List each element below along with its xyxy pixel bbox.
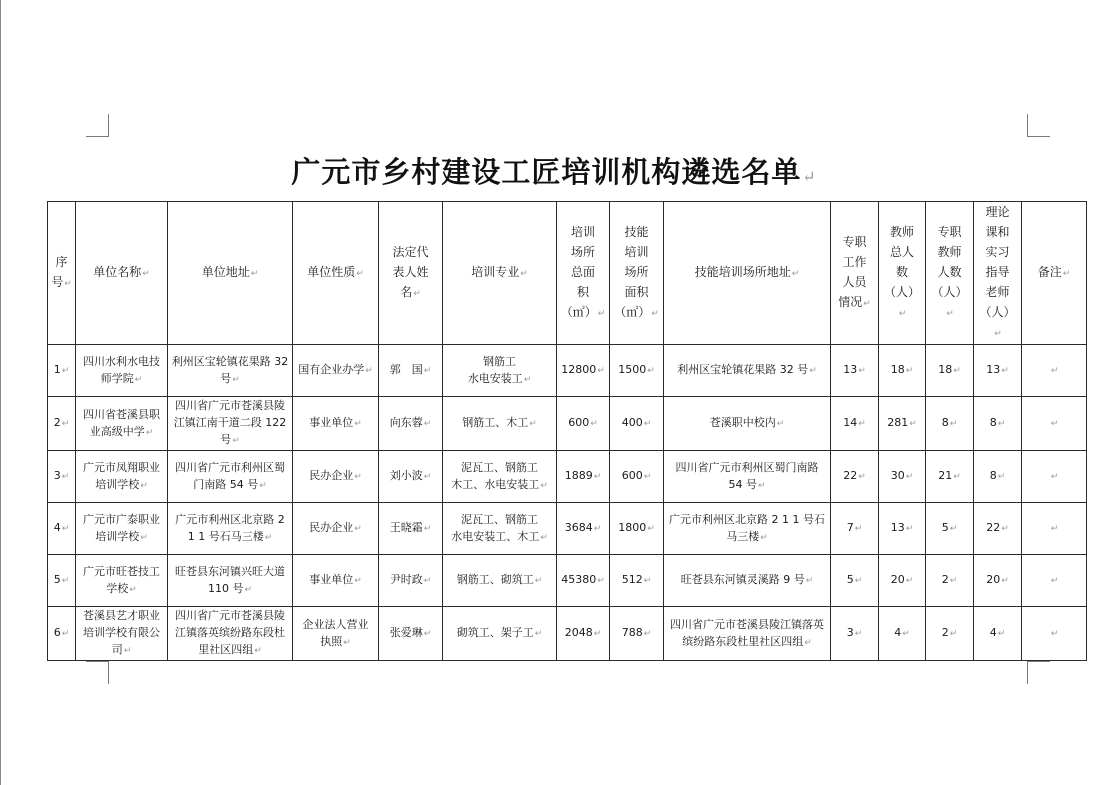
paragraph-mark-icon: ↵	[1050, 472, 1059, 482]
paragraph-mark-icon: ↵	[905, 472, 914, 482]
paragraph-mark-icon: ↵	[994, 329, 1002, 339]
header-skill-site-address[interactable]: 技能培训场所地址↵	[664, 202, 831, 345]
cell-theory-practice-teachers[interactable]: 22↵	[974, 503, 1022, 555]
cell-fulltime-teachers[interactable]: 18↵	[926, 345, 974, 397]
paragraph-mark-icon: ↵	[354, 576, 362, 586]
cell-unit-type[interactable]: 事业单位↵	[293, 555, 379, 607]
cell-fulltime-teachers[interactable]: 8↵	[926, 397, 974, 451]
cell-unit-address[interactable]: 旺苍县东河镇兴旺大道 110 号↵	[168, 555, 293, 607]
cell-total-area[interactable]: 1889↵	[557, 451, 610, 503]
paragraph-mark-icon: ↵	[757, 480, 766, 491]
paragraph-mark-icon: ↵	[946, 309, 954, 319]
cell-skill-area[interactable]: 1500↵	[610, 345, 664, 397]
title-text[interactable]: 广元市乡村建设工匠培训机构遴选名单	[291, 155, 802, 189]
paragraph-mark-icon: ↵	[145, 427, 154, 438]
cell-seq[interactable]: 5↵	[48, 555, 76, 607]
paragraph-mark-icon: ↵	[134, 374, 143, 385]
paragraph-mark-icon: ↵	[949, 629, 958, 639]
cell-training-major[interactable]: 钢筋工、砌筑工↵	[443, 555, 557, 607]
cell-unit-name[interactable]: 四川水利水电技 师学院↵	[76, 345, 168, 397]
crop-mark-top-left	[86, 114, 109, 137]
paragraph-mark-icon: ↵	[593, 472, 602, 482]
cell-theory-practice-teachers[interactable]: 13↵	[974, 345, 1022, 397]
header-unit-address[interactable]: 单位地址↵	[168, 202, 293, 345]
cell-remarks[interactable]	[1022, 345, 1087, 397]
paragraph-mark-icon: ↵	[140, 480, 148, 491]
paragraph-mark-icon: ↵	[791, 269, 800, 279]
cell-unit-name[interactable]: 四川省苍溪县职 业高级中学↵	[76, 397, 168, 451]
paragraph-mark-icon: ↵	[365, 366, 373, 376]
cell-skill-site-address[interactable]: 广元市利州区北京路 2 1 1 号石 马三楼↵	[664, 503, 831, 555]
paragraph-mark-icon: ↵	[413, 289, 421, 299]
cell-skill-area[interactable]: 1800↵	[610, 503, 664, 555]
cell-seq[interactable]: 4↵	[48, 503, 76, 555]
cell-unit-type[interactable]: 事业单位↵	[293, 397, 379, 451]
header-fulltime-staff[interactable]: 专职 工作 人员 情况↵	[831, 202, 879, 345]
cell-legal-rep[interactable]: 郭 国↵	[379, 345, 443, 397]
paragraph-mark-icon: ↵	[905, 524, 914, 534]
cell-unit-name[interactable]: 广元市凤翔职业 培训学校↵	[76, 451, 168, 503]
header-total-area[interactable]: 培训 场所 总面 积 （㎡）↵	[557, 202, 610, 345]
paragraph-mark-icon: ↵	[597, 576, 605, 586]
paragraph-mark-icon: ↵	[423, 472, 432, 482]
cell-theory-practice-teachers[interactable]: 8↵	[974, 397, 1022, 451]
paragraph-mark-icon: ↵	[854, 576, 863, 586]
cell-fulltime-teachers[interactable]: 2↵	[926, 555, 974, 607]
paragraph-mark-icon: ↵	[804, 637, 812, 648]
cell-training-major[interactable]: 砌筑工、架子工↵	[443, 607, 557, 661]
paragraph-mark-icon: ↵	[534, 576, 543, 586]
paragraph-mark-icon: ↵	[651, 309, 659, 319]
cell-skill-site-address[interactable]: 苍溪职中校内↵	[664, 397, 831, 451]
cell-skill-area[interactable]: 400↵	[610, 397, 664, 451]
cell-unit-name[interactable]: 广元市旺苍技工 学校↵	[76, 555, 168, 607]
paragraph-mark-icon: ↵	[123, 646, 132, 656]
cell-teachers-total[interactable]: 13↵	[879, 503, 926, 555]
cell-unit-name[interactable]: 广元市广泰职业 培训学校↵	[76, 503, 168, 555]
paragraph-mark-icon: ↵	[423, 576, 432, 586]
paragraph-mark-icon: ↵	[953, 366, 961, 376]
paragraph-mark-icon: ↵	[354, 524, 362, 534]
header-legal-rep[interactable]: 法定代 表人姓 名↵	[379, 202, 443, 345]
paragraph-mark-icon: ↵	[905, 576, 914, 586]
paragraph-mark-icon: ↵	[643, 419, 652, 429]
cell-skill-area[interactable]: 600↵	[610, 451, 664, 503]
cell-unit-address[interactable]: 利州区宝轮镇花果路 32 号↵	[168, 345, 293, 397]
paragraph-mark-icon: ↵	[534, 629, 543, 639]
table-row	[48, 451, 1087, 503]
paragraph-mark-icon: ↵	[949, 419, 958, 429]
paragraph-mark-icon: ↵	[232, 436, 240, 446]
table-row	[48, 607, 1087, 661]
cell-skill-site-address[interactable]: 利州区宝轮镇花果路 32 号↵	[664, 345, 831, 397]
paragraph-mark-icon: ↵	[142, 269, 150, 279]
paragraph-mark-icon: ↵	[1050, 366, 1059, 376]
cell-unit-type[interactable]: 民办企业↵	[293, 451, 379, 503]
paragraph-mark-icon: ↵	[423, 366, 432, 376]
cell-seq[interactable]: 6↵	[48, 607, 76, 661]
paragraph-mark-icon: ↵	[858, 472, 866, 482]
table-row	[48, 345, 1087, 397]
paragraph-mark-icon: ↵	[802, 167, 817, 186]
table-header-row	[48, 202, 1087, 345]
paragraph-mark-icon: ↵	[997, 472, 1006, 482]
cell-total-area[interactable]: 45380↵	[557, 555, 610, 607]
institution-table[interactable]	[47, 201, 1087, 661]
paragraph-mark-icon: ↵	[356, 269, 364, 279]
paragraph-mark-icon: ↵	[854, 524, 863, 534]
cell-remarks[interactable]	[1022, 555, 1087, 607]
paragraph-mark-icon: ↵	[529, 419, 537, 429]
paragraph-mark-icon: ↵	[898, 309, 907, 319]
paragraph-mark-icon: ↵	[997, 629, 1006, 639]
cell-training-major[interactable]: 钢筋工 水电安装工↵	[443, 345, 557, 397]
paragraph-mark-icon: ↵	[540, 480, 548, 491]
paragraph-mark-icon: ↵	[61, 472, 70, 482]
paragraph-mark-icon: ↵	[523, 374, 532, 385]
cell-teachers-total[interactable]: 4↵	[879, 607, 926, 661]
cell-training-major[interactable]: 泥瓦工、钢筋工 水电安装工、木工↵	[443, 503, 557, 555]
cell-unit-type[interactable]: 国有企业办学↵	[293, 345, 379, 397]
cell-legal-rep[interactable]: 王晓霜↵	[379, 503, 443, 555]
paragraph-mark-icon: ↵	[129, 584, 137, 595]
paragraph-mark-icon: ↵	[1001, 524, 1009, 534]
paragraph-mark-icon: ↵	[647, 524, 655, 534]
table-row	[48, 397, 1087, 451]
crop-mark-bottom-left	[86, 661, 109, 684]
paragraph-mark-icon: ↵	[809, 366, 817, 376]
paragraph-mark-icon: ↵	[354, 472, 362, 482]
cell-unit-address[interactable]: 广元市利州区北京路 2 1 1 号石马三楼↵	[168, 503, 293, 555]
paragraph-mark-icon: ↵	[643, 472, 652, 482]
cell-skill-area[interactable]: 512↵	[610, 555, 664, 607]
paragraph-mark-icon: ↵	[140, 532, 148, 543]
cell-remarks[interactable]	[1022, 607, 1087, 661]
paragraph-mark-icon: ↵	[61, 629, 70, 639]
paragraph-mark-icon: ↵	[863, 299, 871, 309]
cell-theory-practice-teachers[interactable]: 4↵	[974, 607, 1022, 661]
paragraph-mark-icon: ↵	[1001, 366, 1009, 376]
cell-teachers-total[interactable]: 30↵	[879, 451, 926, 503]
cell-teachers-total[interactable]: 20↵	[879, 555, 926, 607]
paragraph-mark-icon: ↵	[1050, 524, 1059, 534]
cell-unit-name[interactable]: 苍溪县艺才职业 培训学校有限公 司↵	[76, 607, 168, 661]
cell-skill-site-address[interactable]: 旺苍县东河镇灵溪路 9 号↵	[664, 555, 831, 607]
paragraph-mark-icon: ↵	[858, 366, 866, 376]
paragraph-mark-icon: ↵	[776, 419, 785, 429]
paragraph-mark-icon: ↵	[61, 576, 70, 586]
header-theory-practice-teachers[interactable]: 理论 课和 实习 指导 老师 （人）↵	[974, 202, 1022, 345]
paragraph-mark-icon: ↵	[905, 366, 914, 376]
header-unit-type[interactable]: 单位性质↵	[293, 202, 379, 345]
paragraph-mark-icon: ↵	[64, 279, 72, 289]
paragraph-mark-icon: ↵	[254, 646, 262, 656]
paragraph-mark-icon: ↵	[1050, 419, 1059, 429]
paragraph-mark-icon: ↵	[1062, 269, 1071, 279]
crop-mark-bottom-right	[1027, 661, 1050, 684]
paragraph-mark-icon: ↵	[520, 269, 528, 279]
cell-fulltime-teachers[interactable]: 2↵	[926, 607, 974, 661]
paragraph-mark-icon: ↵	[858, 419, 866, 429]
cell-remarks[interactable]	[1022, 397, 1087, 451]
cell-unit-type[interactable]: 民办企业↵	[293, 503, 379, 555]
header-teachers-total[interactable]: 教师 总人 数 （人）↵	[879, 202, 926, 345]
paragraph-mark-icon: ↵	[61, 524, 70, 534]
paragraph-mark-icon: ↵	[423, 629, 432, 639]
cell-teachers-total[interactable]: 281↵	[879, 397, 926, 451]
paragraph-mark-icon: ↵	[997, 419, 1006, 429]
paragraph-mark-icon: ↵	[590, 419, 598, 429]
cell-fulltime-staff[interactable]: 22↵	[831, 451, 879, 503]
cell-total-area[interactable]: 600↵	[557, 397, 610, 451]
paragraph-mark-icon: ↵	[949, 576, 958, 586]
paragraph-mark-icon: ↵	[232, 374, 240, 385]
crop-mark-top-right	[1027, 114, 1050, 137]
cell-theory-practice-teachers[interactable]: 20↵	[974, 555, 1022, 607]
cell-fulltime-staff[interactable]: 7↵	[831, 503, 879, 555]
paragraph-mark-icon: ↵	[1050, 576, 1059, 586]
cell-training-major[interactable]: 泥瓦工、钢筋工 木工、水电安装工↵	[443, 451, 557, 503]
paragraph-mark-icon: ↵	[423, 524, 432, 534]
cell-fulltime-staff[interactable]: 13↵	[831, 345, 879, 397]
cell-fulltime-staff[interactable]: 14↵	[831, 397, 879, 451]
paragraph-mark-icon: ↵	[1050, 629, 1059, 639]
cell-legal-rep[interactable]: 尹时政↵	[379, 555, 443, 607]
cell-total-area[interactable]: 12800↵	[557, 345, 610, 397]
paragraph-mark-icon: ↵	[805, 576, 814, 586]
cell-unit-address[interactable]: 四川省广元市利州区蜀 门南路 54 号↵	[168, 451, 293, 503]
cell-unit-type[interactable]: 企业法人营业 执照↵	[293, 607, 379, 661]
paragraph-mark-icon: ↵	[949, 524, 958, 534]
paragraph-mark-icon: ↵	[643, 629, 652, 639]
cell-remarks[interactable]	[1022, 451, 1087, 503]
header-seq[interactable]: 序 号↵	[48, 202, 76, 345]
cell-fulltime-teachers[interactable]: 21↵	[926, 451, 974, 503]
cell-total-area[interactable]: 2048↵	[557, 607, 610, 661]
paragraph-mark-icon: ↵	[854, 629, 863, 639]
cell-unit-address[interactable]: 四川省广元市苍溪县陵 江镇落英缤纷路东段杜 里社区四组↵	[168, 607, 293, 661]
cell-legal-rep[interactable]: 张爱琳↵	[379, 607, 443, 661]
cell-seq[interactable]: 3↵	[48, 451, 76, 503]
paragraph-mark-icon: ↵	[250, 269, 259, 279]
table-row	[48, 503, 1087, 555]
page-edge	[0, 0, 1, 785]
paragraph-mark-icon: ↵	[643, 576, 652, 586]
table-row	[48, 555, 1087, 607]
paragraph-mark-icon: ↵	[902, 629, 910, 639]
paragraph-mark-icon: ↵	[540, 532, 548, 543]
document-title[interactable]	[0, 150, 1108, 191]
cell-legal-rep[interactable]: 刘小波↵	[379, 451, 443, 503]
cell-skill-area[interactable]: 788↵	[610, 607, 664, 661]
cell-fulltime-teachers[interactable]: 5↵	[926, 503, 974, 555]
header-fulltime-teachers[interactable]: 专职 教师 人数 （人）↵	[926, 202, 974, 345]
paragraph-mark-icon: ↵	[259, 480, 267, 491]
paragraph-mark-icon: ↵	[354, 419, 362, 429]
cell-seq[interactable]: 2↵	[48, 397, 76, 451]
cell-seq[interactable]: 1↵	[48, 345, 76, 397]
paragraph-mark-icon: ↵	[61, 419, 70, 429]
paragraph-mark-icon: ↵	[244, 584, 253, 595]
paragraph-mark-icon: ↵	[647, 366, 655, 376]
paragraph-mark-icon: ↵	[423, 419, 432, 429]
paragraph-mark-icon: ↵	[597, 309, 606, 319]
cell-fulltime-staff[interactable]: 5↵	[831, 555, 879, 607]
paragraph-mark-icon: ↵	[593, 524, 602, 534]
cell-fulltime-staff[interactable]: 3↵	[831, 607, 879, 661]
header-unit-name[interactable]: 单位名称↵	[76, 202, 168, 345]
cell-training-major[interactable]: 钢筋工、木工↵	[443, 397, 557, 451]
cell-remarks[interactable]	[1022, 503, 1087, 555]
cell-unit-address[interactable]: 四川省广元市苍溪县陵 江镇江南干道二段 122 号↵	[168, 397, 293, 451]
cell-legal-rep[interactable]: 向东蓉↵	[379, 397, 443, 451]
cell-skill-site-address[interactable]: 四川省广元市利州区蜀门南路 54 号↵	[664, 451, 831, 503]
paragraph-mark-icon: ↵	[909, 419, 917, 429]
paragraph-mark-icon: ↵	[264, 532, 273, 543]
paragraph-mark-icon: ↵	[760, 532, 768, 543]
header-skill-area[interactable]: 技能 培训 场所 面积 （㎡）↵	[610, 202, 664, 345]
header-training-major[interactable]: 培训专业↵	[443, 202, 557, 345]
paragraph-mark-icon: ↵	[593, 629, 602, 639]
cell-teachers-total[interactable]: 18↵	[879, 345, 926, 397]
cell-theory-practice-teachers[interactable]: 8↵	[974, 451, 1022, 503]
paragraph-mark-icon: ↵	[61, 366, 70, 376]
cell-total-area[interactable]: 3684↵	[557, 503, 610, 555]
header-remarks[interactable]: 备注↵	[1022, 202, 1087, 345]
paragraph-mark-icon: ↵	[597, 366, 605, 376]
paragraph-mark-icon: ↵	[1001, 576, 1009, 586]
paragraph-mark-icon: ↵	[953, 472, 961, 482]
paragraph-mark-icon: ↵	[343, 637, 351, 648]
cell-skill-site-address[interactable]: 四川省广元市苍溪县陵江镇落英 缤纷路东段杜里社区四组↵	[664, 607, 831, 661]
